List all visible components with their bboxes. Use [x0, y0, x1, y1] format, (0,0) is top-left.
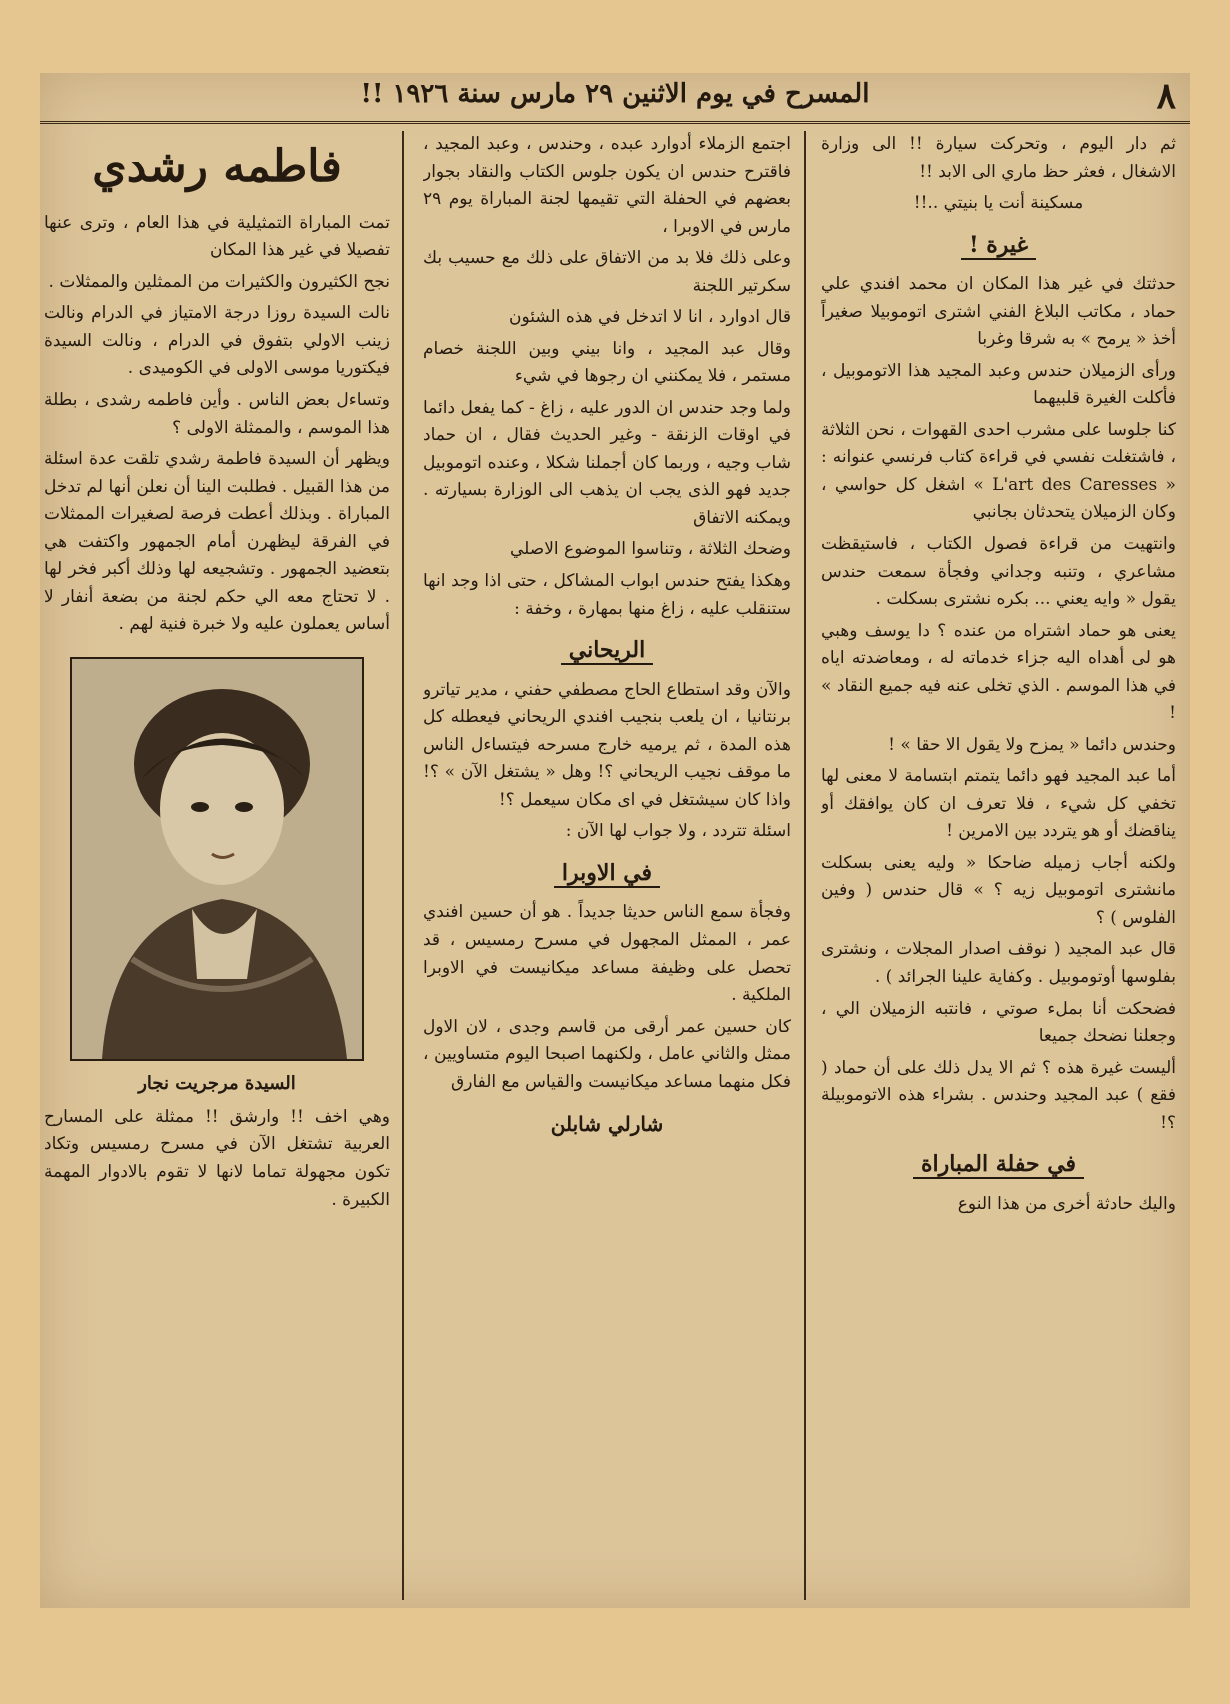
column-middle: [423, 131, 791, 1600]
paragraph: فضحكت أنا بملء صوتي ، فانتبه الزميلان الي ، وجعلنا نضحك جميعا: [821, 998, 1176, 1047]
paragraph: ولكنه أجاب زميله ضاحكا « وليه يعنى بسكلت مانشترى اتوموبيل زيه ؟ » قال حندس ( وفين الفلوس ) ؟: [821, 852, 1176, 928]
section-heading-text: غيرة !: [961, 232, 1036, 260]
paragraph: اجتمع الزملاء أدوارد عبده ، وحندس ، وعبد المجيد ، فاقترح حندس ان يكون جلوس الكتاب والنقاد بجوار بعضهم في الحفلة التي تقيمها لجنة المباراة يوم ٢٩ مارس في الاوبرا ،: [423, 134, 791, 237]
paragraph: كنا جلوسا على مشرب احدى القهوات ، نحن الثلاثة ، فاشتغلت نفسي في قراءة كتاب فرنسي عنوانه : « L'art des Caresses » اشغل كل حواسي ، وكان الزميلان يتحدثان بجانبي: [821, 419, 1176, 523]
paragraph: والآن وقد استطاع الحاج مصطفي حفني ، مدير تياترو برنتانيا ، ان يلعب بنجيب افندي الريحاني فيعطله كل هذه المدة ، ثم يرميه خارج مسرحه فيتساءل الناس ما موقف نجيب الريحاني ؟! وهل « يشتغل الآن » ؟! واذا كان سيشتغل في اى مكان سيعمل ؟!: [423, 679, 791, 810]
paragraph: وحندس دائما « يمزح ولا يقول الا حقا » !: [888, 734, 1176, 755]
column-divider: [402, 131, 404, 1600]
section-heading-text: في حفلة المباراة: [913, 1151, 1084, 1179]
portrait-photo: [70, 657, 364, 1061]
newspaper-page: [40, 73, 1190, 1608]
page-header: [40, 73, 1190, 124]
paragraph: قال ادوارد ، انا لا اتدخل في هذه الشئون: [508, 307, 791, 328]
article-title: فاطمه رشدي: [92, 141, 342, 192]
section-heading: [821, 1147, 1176, 1183]
paragraph: يعنى هو حماد اشتراه من عنده ؟ دا يوسف وهبي هو لى أهداه اليه جزاء خدماته له ، ومعاضدته اياه في هذا الموسم . الذي تخلى عنه فيه جميع النقاد » !: [821, 620, 1176, 724]
section-heading: [423, 856, 791, 892]
paragraph: ولما وجد حندس ان الدور عليه ، زاغ - كما يفعل دائما في اوقات الزنقة - وغير الحديث فقال ، ان حماد شاب وجيه ، وربما كان أجملنا شكلا ، وعنده اتوموبيل جديد فهو الذى يجب ان يذهب الى الوزارة بسيارته . ويمكنه الاتفاق: [423, 397, 791, 528]
header-title: المسرح في يوم الاثنين ٢٩ مارس سنة ١٩٢٦ !!: [360, 79, 870, 109]
paragraph: اسئلة تتردد ، ولا جواب لها الآن :: [565, 821, 791, 842]
column-right: [821, 131, 1176, 1600]
paragraph: وهي اخف !! وارشق !! ممثلة على المسارح العربية تشتغل الآن في مسرح رمسيس وتكاد تكون مجهولة تماما لانها لا تقوم بالادوار المهمة الكبيرة .: [44, 1106, 390, 1210]
paragraph: ثم دار اليوم ، وتحركت سيارة !! الى وزارة الاشغال ، فعثر حظ ماري الى الابد !!: [821, 134, 1176, 182]
column-divider: [804, 131, 806, 1600]
page-number: ٨: [1156, 75, 1176, 117]
section-heading: [423, 633, 791, 669]
paragraph: وهكذا يفتح حندس ابواب المشاكل ، حتى اذا وجد انها ستنقلب عليه ، زاغ منها بمهارة ، وخفة :: [423, 570, 791, 619]
paragraph: تمت المباراة التمثيلية في هذا العام ، وترى عنها تفصيلا في غير هذا المكان: [44, 212, 390, 261]
paragraph: وفجأة سمع الناس حديثا جديداً . هو أن حسين افندي عمر ، الممثل المجهول في مسرح رمسيس ، قد تحصل على وظيفة مساعد ميكانيست في الاوبرا الملكية .: [423, 902, 791, 1006]
paragraph: وضحك الثلاثة ، وتناسوا الموضوع الاصلي: [510, 539, 791, 560]
section-heading-text: الريحاني: [561, 637, 653, 665]
paragraph: نالت السيدة روزا درجة الامتياز في الدرام ونالت زينب الاولي بتفوق في الدرام ، ونالت السيدة فيكتوريا موسى الاولى في الكوميدى .: [44, 303, 390, 379]
paragraph: أليست غيرة هذه ؟ ثم الا يدل ذلك على أن حماد ( فقع ) عبد المجيد وحندس . بشراء هذه الاتوموبيلة ؟!: [821, 1057, 1176, 1133]
portrait-illustration: [72, 659, 362, 1059]
paragraph: ويظهر أن السيدة فاطمة رشدي تلقت عدة اسئلة من هذا القبيل . فطلبت الينا أن نعلن أنها لم تدخل المباراة . وبذلك أعطت فرصة لصغيرات الممثلات في الفرقة ليظهرن أمام الجمهور واكتفت هي بتعضيد الجمهور . وتشجيعه لها وذلك أكبر فخر لها . لا تحتاج معه الي حكم لجنة من بضعة أنفار لا أساس يعملون عليه ولا خبرة فنية لهم .: [44, 449, 390, 635]
byline-signature: شارلي شابلن: [550, 1112, 664, 1137]
section-heading-text: في الاوبرا: [554, 860, 660, 888]
paragraph: وتساءل بعض الناس . وأين فاطمه رشدى ، بطلة هذا الموسم ، والممثلة الاولى ؟: [44, 389, 390, 438]
paragraph: حدثتك في غير هذا المكان ان محمد افندي علي حماد ، مكاتب البلاغ الفني اشترى اتوموبيلا صغيراً أخذ « يرمح » به شرقا وغربا: [821, 274, 1176, 350]
paragraph: وعلى ذلك فلا بد من الاتفاق على ذلك مع حسيب بك سكرتير اللجنة: [423, 248, 791, 296]
paragraph: وقال عبد المجيد ، وانا بيني وبين اللجنة خصام مستمر ، فلا يمكنني ان رجوها في شيء: [423, 338, 791, 387]
section-heading: [821, 228, 1176, 264]
column-left: [44, 131, 390, 1600]
paragraph: واليك حادثة أخرى من هذا النوع: [957, 1193, 1176, 1214]
paragraph: ورأى الزميلان حندس وعبد المجيد هذا الاتوموبيل ، فأكلت الغيرة قلبيهما: [821, 360, 1176, 409]
paragraph: أما عبد المجيد فهو دائما يتمتم ابتسامة لا معنى لها تخفي كل شيء ، فلا تعرف ان كان يوافقك أو يناقضك أو هو يتردد بين الامرين !: [821, 766, 1176, 842]
paragraph: قال عبد المجيد ( نوقف اصدار المجلات ، ونشترى بفلوسها أوتوموبيل . وكفاية علينا الجرائد ) .: [821, 939, 1176, 987]
paragraph: وانتهيت من قراءة فصول الكتاب ، فاستيقظت مشاعري ، وتنبه وجداني وفجأة سمعت حندس يقول « وايه يعني ... بكره نشترى بسكلت .: [821, 534, 1176, 610]
paragraph: كان حسين عمر أرقى من قاسم وجدى ، لان الاول ممثل والثاني عامل ، ولكنهما اصبحا اليوم متساويين ، فكل منهما مساعد ميكانيست والقياس مع الفارق: [423, 1016, 791, 1092]
paragraph: نجح الكثيرون والكثيرات من الممثلين والممثلات .: [48, 271, 390, 292]
photo-caption: السيدة مرجريت نجار: [138, 1072, 296, 1094]
paragraph: مسكينة أنت يا بنيتي ..!!: [913, 193, 1084, 214]
